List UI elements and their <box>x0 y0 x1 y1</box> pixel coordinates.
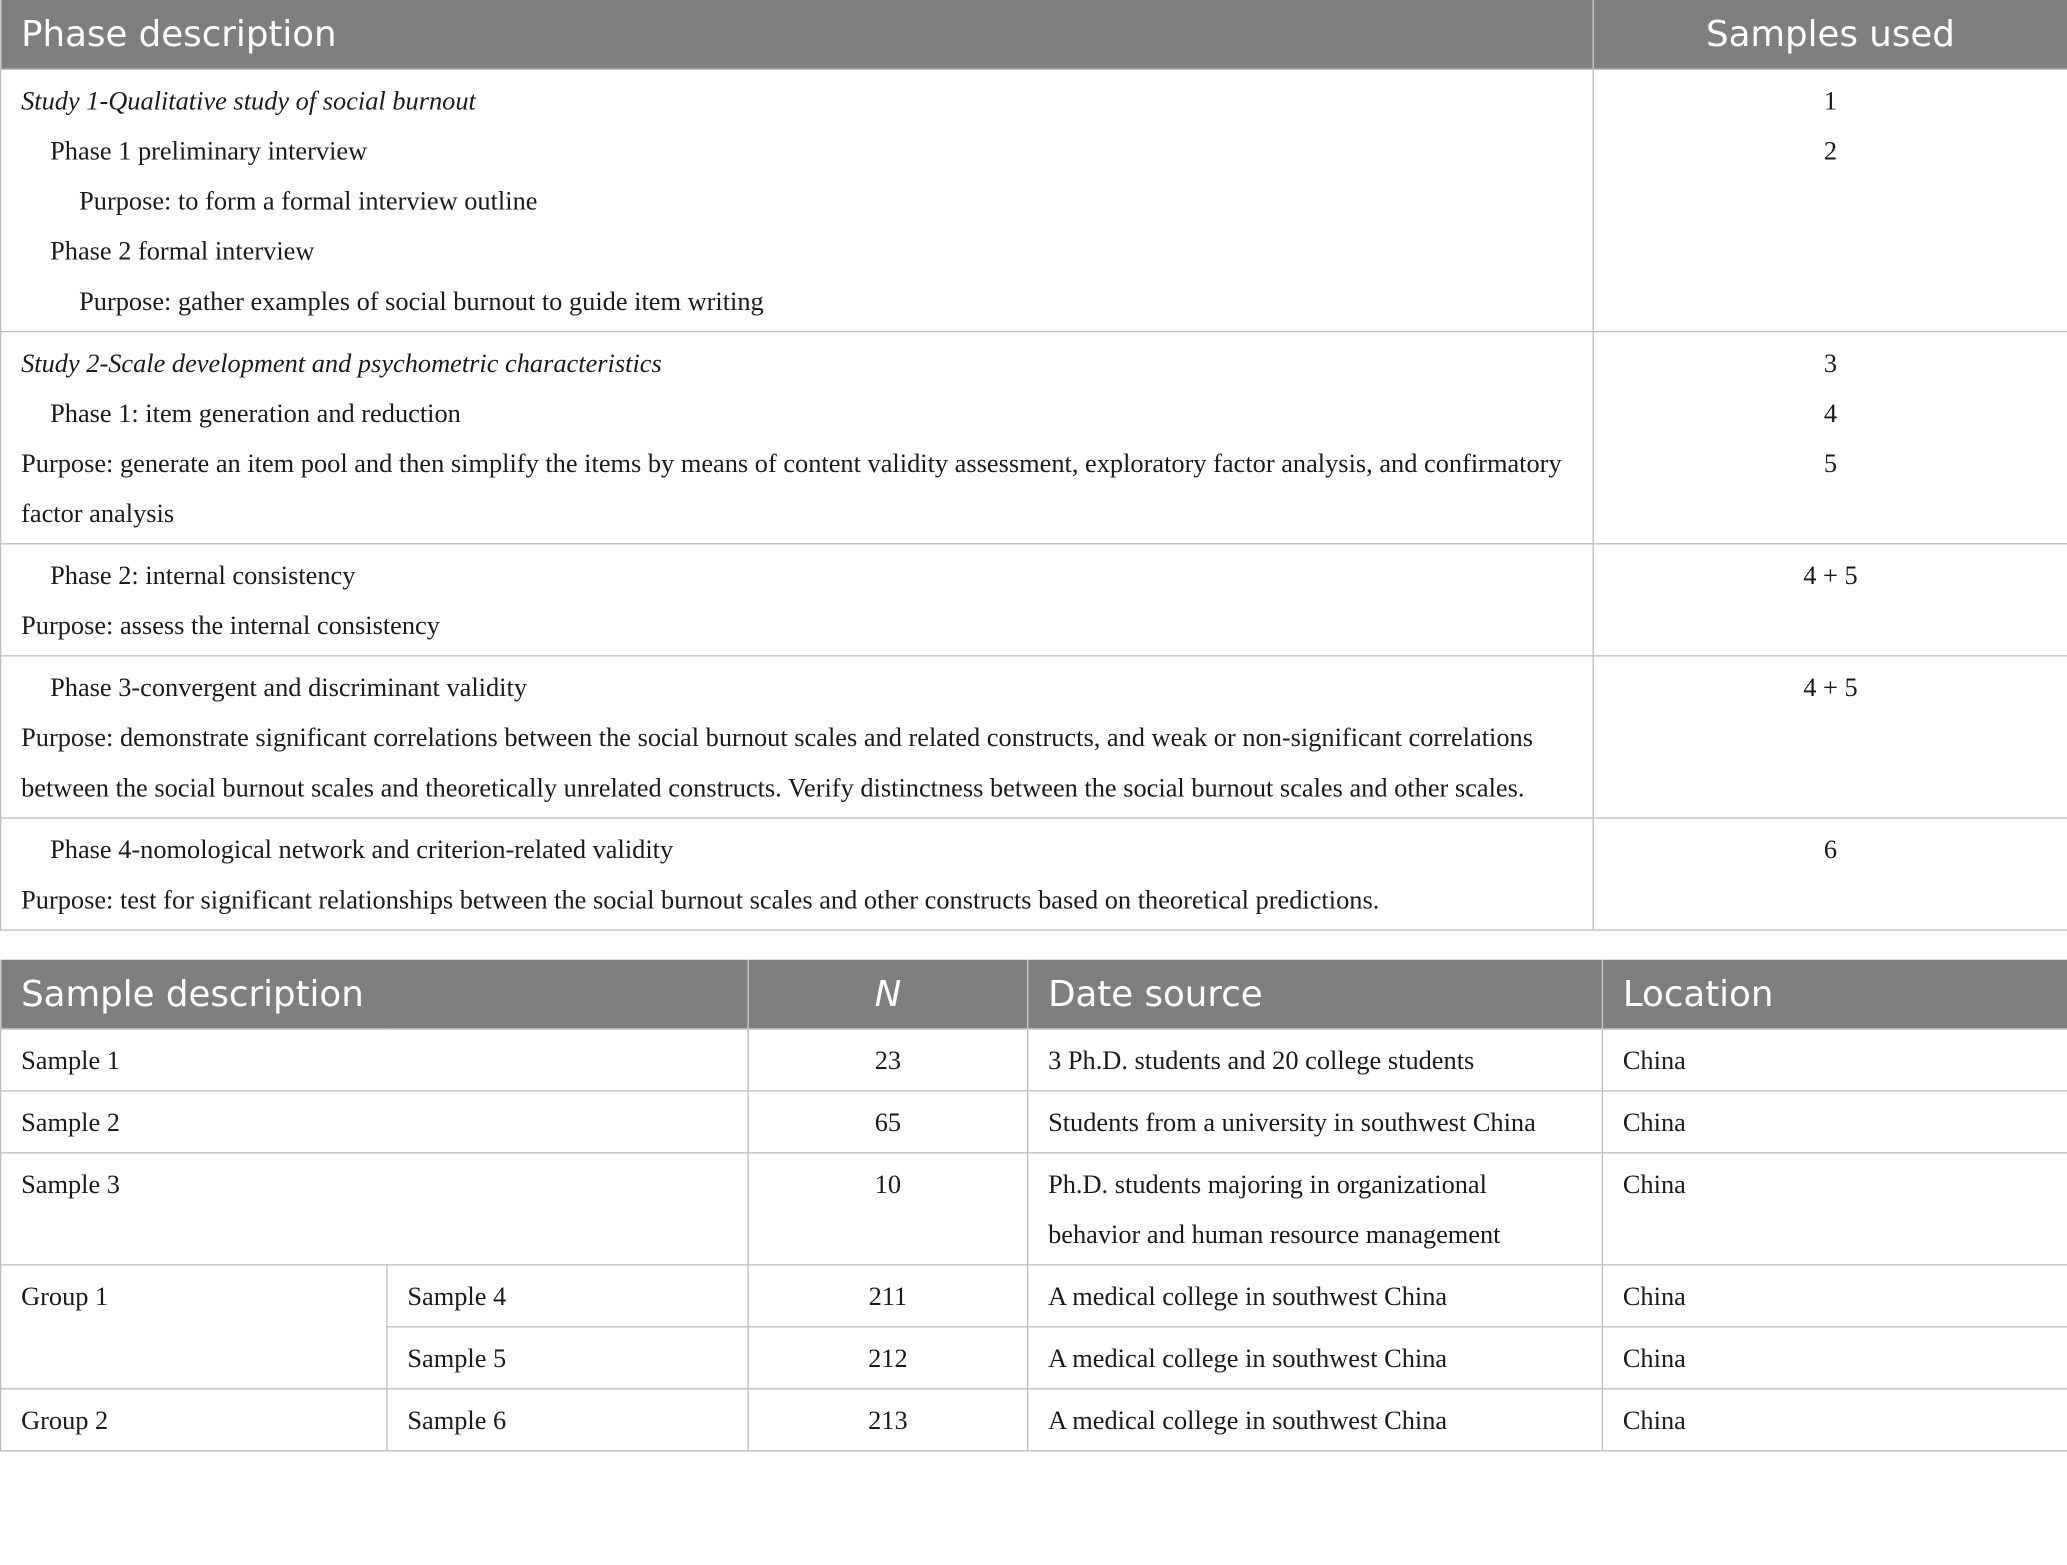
sample-table-header <box>1 960 2067 1029</box>
sample-location: China <box>1602 1265 2067 1327</box>
sample-number: 4 + 5 <box>1803 673 1858 703</box>
sample-number: 3 <box>1823 349 1838 379</box>
sample-location: China <box>1602 1389 2067 1451</box>
sample-n: 211 <box>748 1265 1027 1327</box>
sample-name: Sample 1 <box>1 1029 748 1091</box>
study-2-title: Study 2-Scale development and psychometric characteristics <box>21 349 662 379</box>
sample-source: A medical college in southwest China <box>1028 1265 1603 1327</box>
phase-description-cell <box>1 544 1594 656</box>
sample-number: 1 <box>1823 87 1838 117</box>
sample-table <box>0 960 2067 1452</box>
phase-line: Phase 2: internal consistency <box>50 561 356 591</box>
study-1-title: Study 1-Qualitative study of social burnout <box>21 87 476 117</box>
phase-table-header <box>1 0 2067 69</box>
purpose-line: Purpose: demonstrate significant correlations between the social burnout scales and related constructs, and weak or non-significant correlations between the social burnout scales and theoretically unrelated constructs. Verify distinctness between the social burnout scales and other scales. <box>21 723 1533 803</box>
sample-number: 2 <box>1823 137 1838 167</box>
purpose-line: Purpose: to form a formal interview outline <box>79 187 538 217</box>
header-n: N <box>748 960 1027 1029</box>
table-row <box>1 1389 2067 1451</box>
header-phase-description: Phase description <box>1 0 1594 69</box>
phase-description-cell <box>1 69 1594 331</box>
sample-source: A medical college in southwest China <box>1028 1327 1603 1389</box>
samples-used-cell <box>1593 544 2067 656</box>
table-row <box>1 1029 2067 1091</box>
sample-source: Ph.D. students majoring in organizational behavior and human resource management <box>1028 1153 1603 1265</box>
sample-name: Sample 5 <box>387 1327 748 1389</box>
samples-used-cell <box>1593 69 2067 331</box>
sample-location: China <box>1602 1091 2067 1153</box>
sample-number: 6 <box>1823 835 1838 865</box>
sample-name: Sample 2 <box>1 1091 748 1153</box>
table-row <box>1 1091 2067 1153</box>
sample-number: 4 + 5 <box>1803 561 1858 591</box>
phase-description-cell <box>1 656 1594 818</box>
header-samples-used: Samples used <box>1593 0 2067 69</box>
samples-used-cell <box>1593 332 2067 544</box>
phase-line: Phase 2 formal interview <box>50 237 315 267</box>
sample-number: 5 <box>1823 449 1838 479</box>
purpose-line: Purpose: generate an item pool and then simplify the items by means of content validity assessment, exploratory factor analysis, and confirmatory factor analysis <box>21 449 1562 529</box>
phase-description-cell <box>1 818 1594 930</box>
phase-block-internal-consistency <box>1 544 2067 656</box>
sample-n: 213 <box>748 1389 1027 1451</box>
phase-line: Phase 3-convergent and discriminant validity <box>50 673 528 703</box>
phase-block-validity <box>1 656 2067 818</box>
group-label: Group 1 <box>1 1265 387 1389</box>
table-row <box>1 1153 2067 1265</box>
purpose-line: Purpose: gather examples of social burnout to guide item writing <box>79 287 764 317</box>
phase-description-cell <box>1 332 1594 544</box>
purpose-line: Purpose: assess the internal consistency <box>21 611 440 641</box>
sample-location: China <box>1602 1029 2067 1091</box>
sample-name: Sample 3 <box>1 1153 748 1265</box>
sample-name: Sample 6 <box>387 1389 748 1451</box>
sample-name: Sample 4 <box>387 1265 748 1327</box>
samples-used-cell <box>1593 656 2067 818</box>
header-date-source: Date source <box>1028 960 1603 1029</box>
header-location: Location <box>1602 960 2067 1029</box>
samples-used-cell <box>1593 818 2067 930</box>
phase-block-study-1 <box>1 69 2067 331</box>
phase-line: Phase 1: item generation and reduction <box>50 399 461 429</box>
phase-block-nomological <box>1 818 2067 930</box>
sample-n: 10 <box>748 1153 1027 1265</box>
phase-block-study-2 <box>1 332 2067 544</box>
phase-line: Phase 4-nomological network and criterion-related validity <box>50 835 674 865</box>
sample-n: 23 <box>748 1029 1027 1091</box>
sample-location: China <box>1602 1153 2067 1265</box>
group-label: Group 2 <box>1 1389 387 1451</box>
table-row <box>1 1265 2067 1327</box>
purpose-line: Purpose: test for significant relationships between the social burnout scales and other constructs based on theoretical predictions. <box>21 885 1380 915</box>
sample-number: 4 <box>1823 399 1838 429</box>
sample-n: 212 <box>748 1327 1027 1389</box>
sample-location: China <box>1602 1327 2067 1389</box>
phase-line: Phase 1 preliminary interview <box>50 137 368 167</box>
sample-source: Students from a university in southwest China <box>1028 1091 1603 1153</box>
header-sample-description: Sample description <box>1 960 748 1029</box>
sample-n: 65 <box>748 1091 1027 1153</box>
sample-source: A medical college in southwest China <box>1028 1389 1603 1451</box>
sample-source: 3 Ph.D. students and 20 college students <box>1028 1029 1603 1091</box>
